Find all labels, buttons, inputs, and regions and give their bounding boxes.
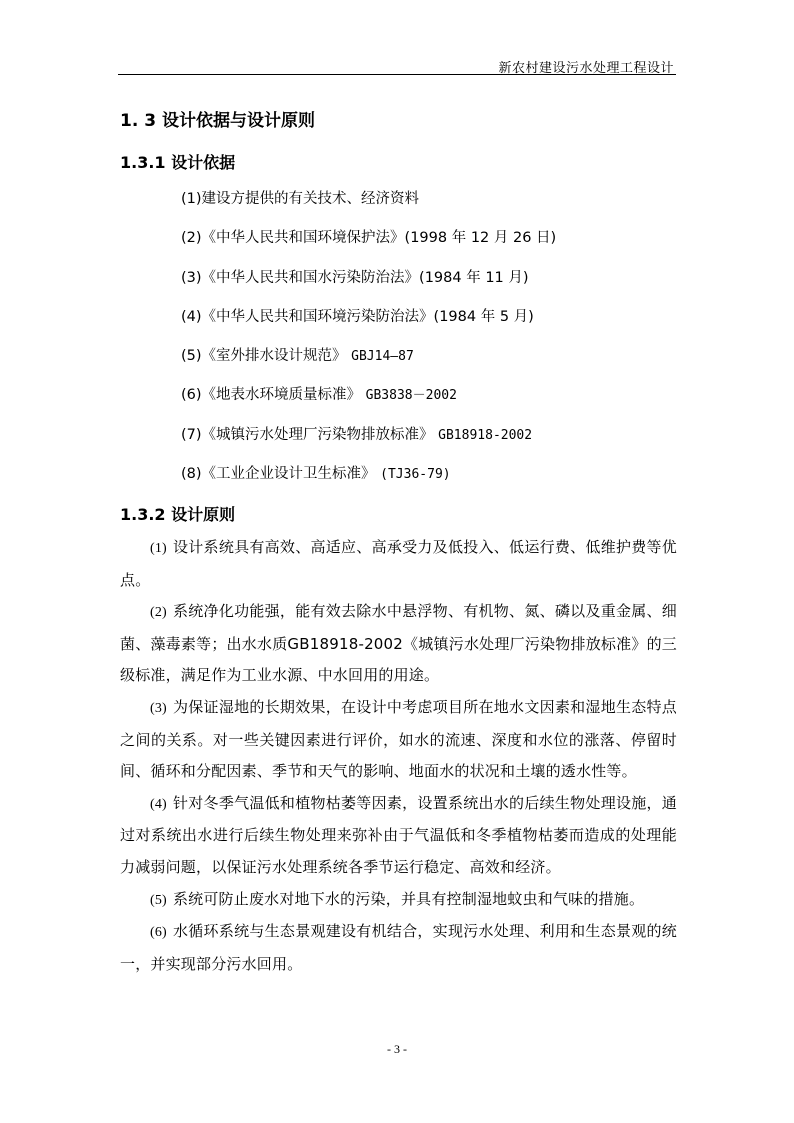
principle-number: (1): [150, 541, 167, 556]
basis-item-code: GB3838－2002: [365, 388, 457, 404]
principle-text: 系统净化功能强，能有效去除水中悬浮物、有机物、氮、磷以及重金属、细菌、藻毒素等；出水水质GB18918-2002《城镇污水处理厂污染物排放标准》的三级标准，满足作为工业水源、中水回用的用途。: [120, 602, 677, 685]
basis-heading: 1.3.1 设计依据: [120, 153, 236, 172]
basis-item-text: (7)《城镇污水处理厂污染物排放标准》: [181, 426, 439, 443]
principle-text: 系统可防止废水对地下水的污染，并具有控制湿地蚊虫和气味的措施。: [172, 889, 645, 908]
basis-item-code: GB18918-2002: [438, 427, 533, 443]
basis-item: [181, 268, 556, 307]
principle-number: (6): [150, 925, 167, 941]
principle-paragraph: [120, 532, 677, 596]
basis-item-text: (6)《地表水环境质量标准》: [181, 387, 366, 404]
page-number: - 3 -: [387, 1042, 407, 1056]
principle-text: 针对冬季气温低和植物枯萎等因素，设置系统出水的后续生物处理设施，通过对系统出水进行后续生物处理来弥补由于气温低和冬季植物枯萎而造成的处理能力减弱问题，以保证污水处理系统各季节运行稳定、高效和经济。: [120, 793, 677, 876]
principle-paragraph: [120, 884, 677, 917]
principle-number: (4): [150, 796, 167, 812]
principle-paragraph: [120, 692, 677, 788]
principle-paragraph: [120, 916, 677, 980]
basis-item: [181, 464, 556, 503]
basis-list: [181, 189, 556, 503]
principle-number: (2): [150, 605, 167, 621]
basis-item: [181, 307, 556, 346]
basis-item: [181, 385, 556, 424]
basis-item-text: (2)《中华人民共和国环境保护法》(1998 年 12 月 26 日): [181, 230, 557, 247]
section-title: 1. 3 设计依据与设计原则: [120, 111, 315, 131]
principle-paragraph: [120, 788, 677, 884]
principle-text: 为保证湿地的长期效果，在设计中考虑项目所在地水文因素和湿地生态特点之间的关系。对一些关键因素进行评价，如水的流速、深度和水位的涨落、停留时间、循环和分配因素、季节和天气的影响、地面水的状况和土壤的透水性等。: [120, 697, 677, 781]
basis-item-text: (1)建设方提供的有关技术、经济资料: [181, 191, 420, 207]
principles-body: [120, 532, 677, 980]
basis-item-text: (5)《室外排水设计规范》: [181, 348, 352, 365]
header-title: 新农村建设污水处理工程设计: [498, 61, 674, 76]
principle-text: 水循环系统与生态景观建设有机结合，实现污水处理、利用和生态景观的统一，并实现部分污水回用。: [120, 922, 677, 973]
basis-item: [181, 228, 556, 267]
principle-number: (3): [150, 700, 167, 716]
basis-item-code: GBJ14—87: [351, 349, 414, 365]
principle-text: 设计系统具有高效、高适应、高承受力及低投入、低运行费、低维护费等优点。: [120, 538, 677, 589]
basis-item: [181, 346, 556, 385]
basis-item-text: (8)《工业企业设计卫生标准》: [181, 466, 381, 483]
principle-number: (5): [150, 892, 167, 908]
basis-item-text: (3)《中华人民共和国水污染防治法》(1984 年 11 月): [181, 269, 529, 286]
basis-item: [181, 425, 556, 464]
basis-item-text: (4)《中华人民共和国环境污染防治法》(1984 年 5 月): [181, 308, 534, 325]
basis-item-code: (TJ36-79): [380, 467, 451, 483]
basis-item: [181, 189, 556, 228]
header-divider: [118, 74, 676, 75]
principle-paragraph: [120, 596, 677, 692]
principles-heading: 1.3.2 设计原则: [120, 505, 236, 524]
